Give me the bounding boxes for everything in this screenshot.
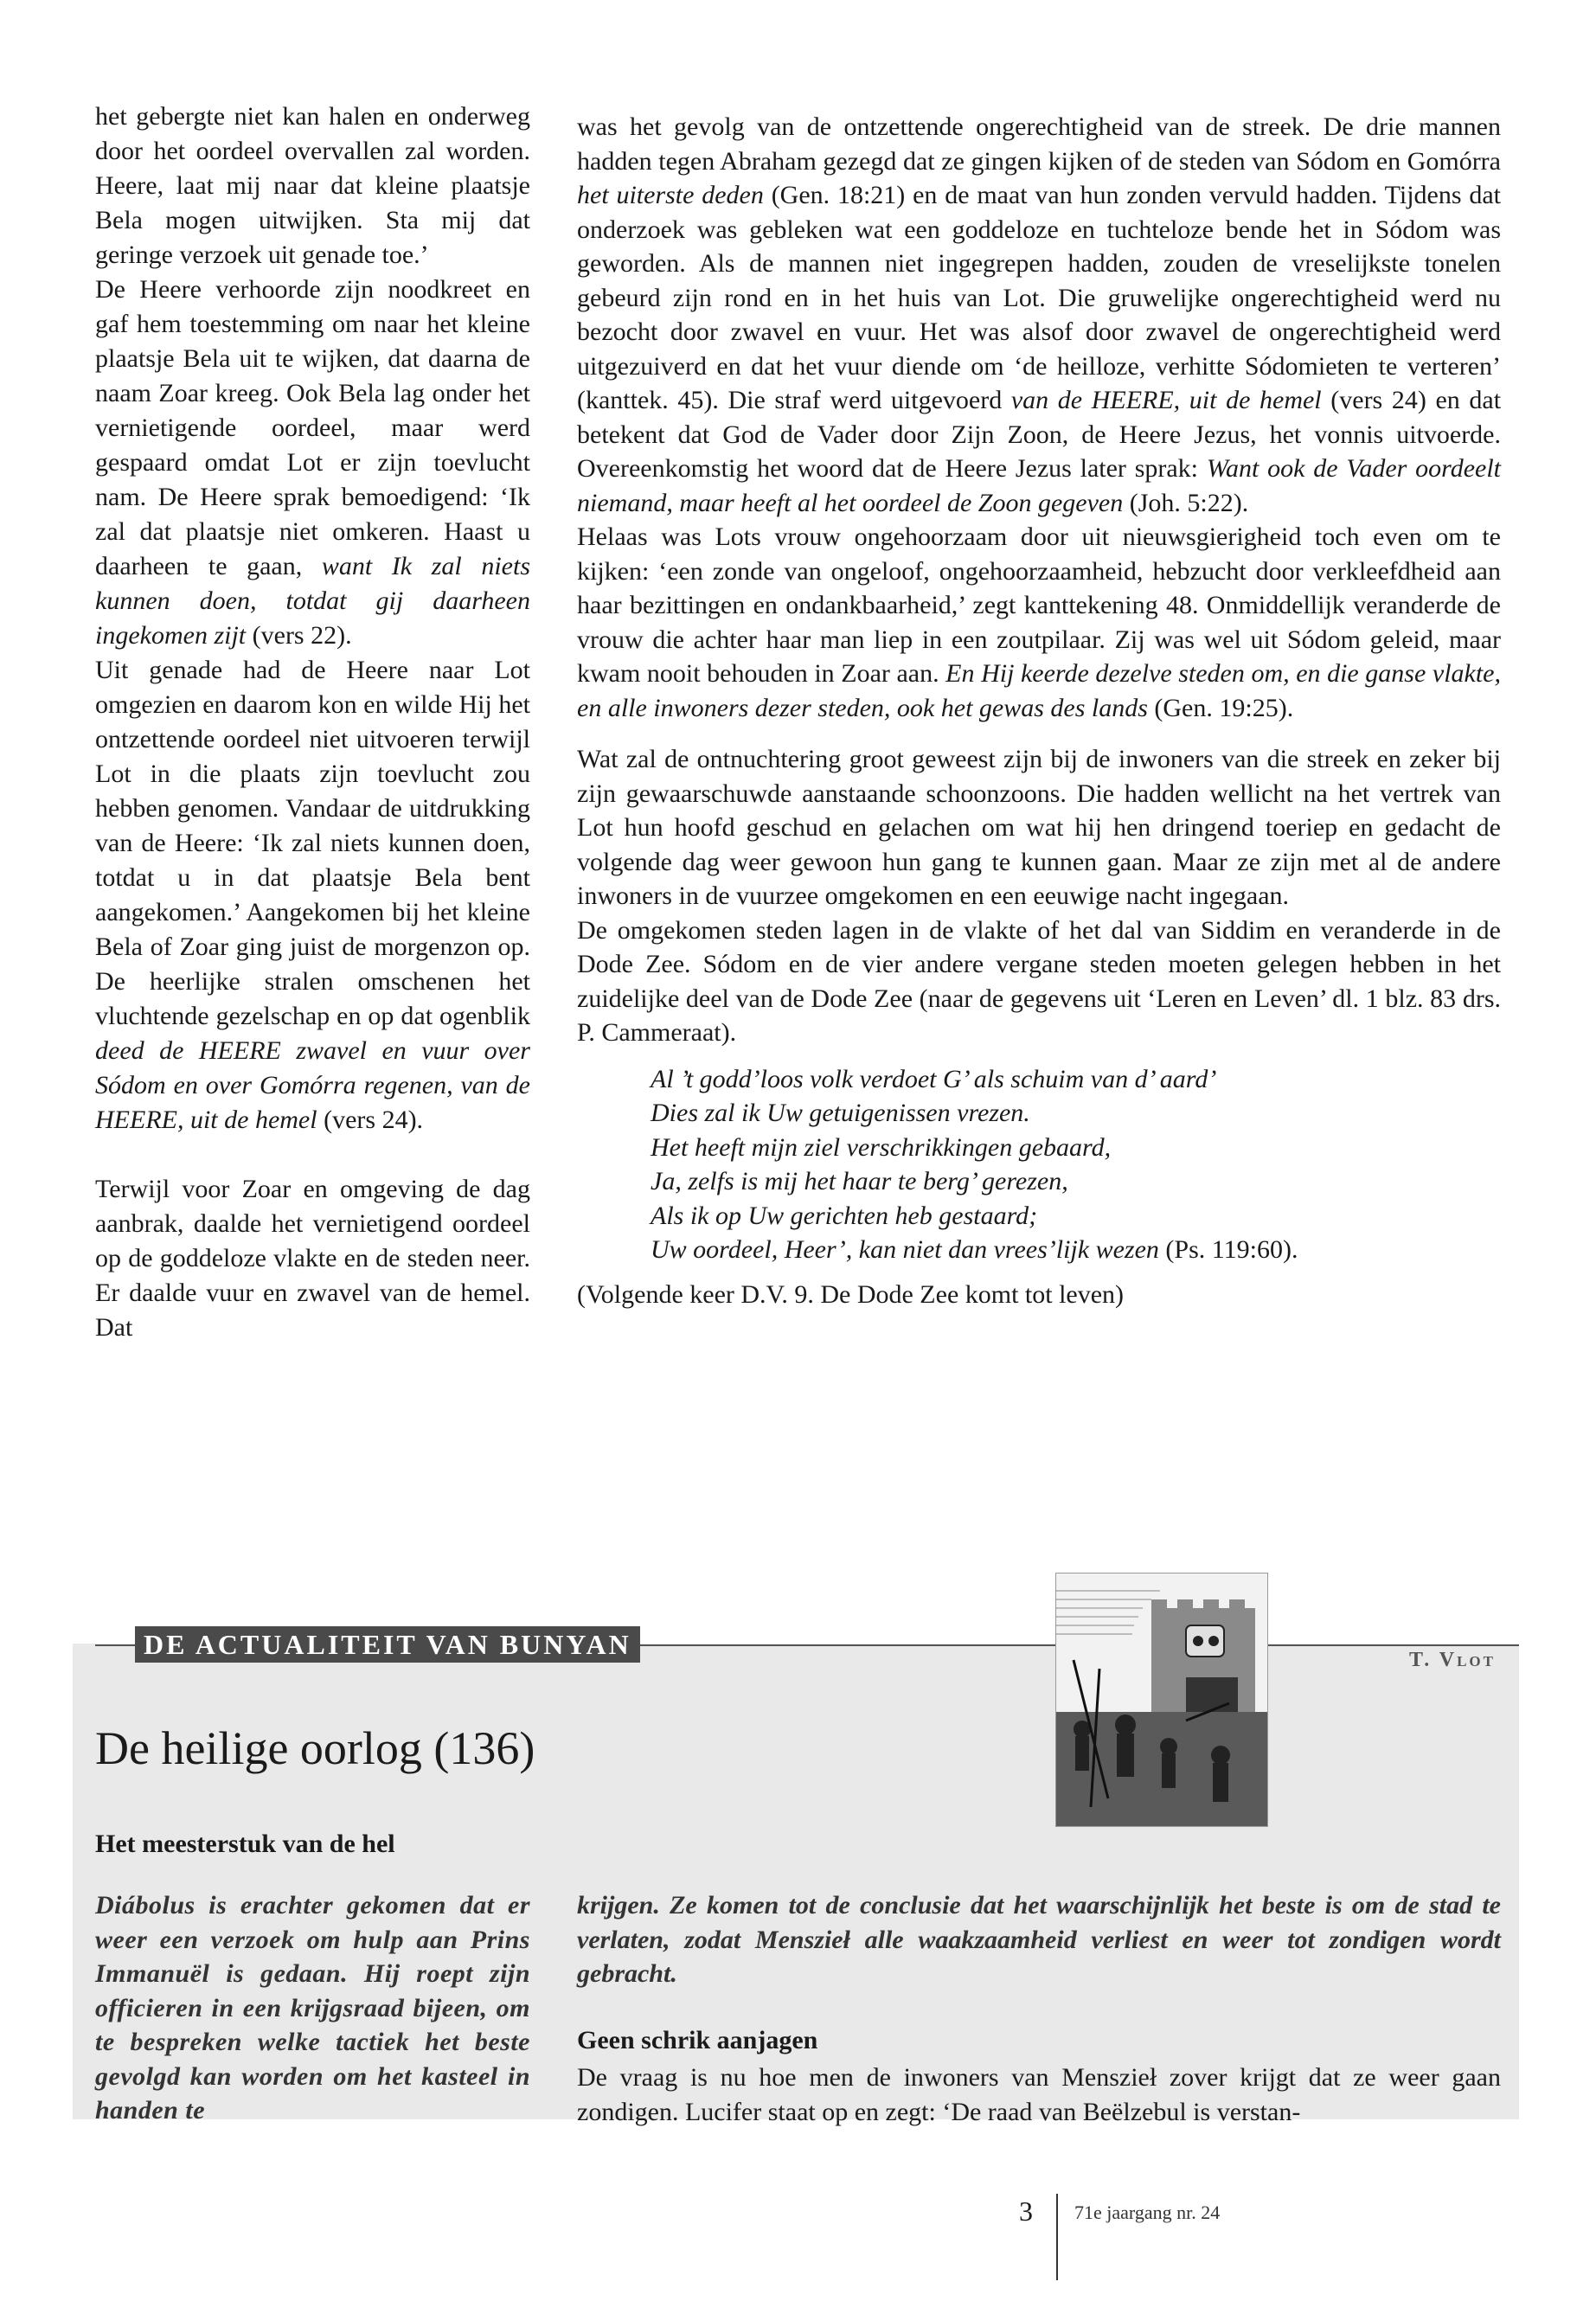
footer-divider [1056,2194,1058,2280]
article-subheading: Het meesterstuk van de hel [95,1830,395,1858]
poem-line: Ja, zelfs is mij het haar te berg’ gerezen, [651,1167,1068,1195]
right-paragraph-3: Wat zal de ontnuchtering groot geweest zijn bij de inwoners van die streek en zeker bij zijn gewaarschuwde aanstaande schoonzoons. Die hadden wellicht na het vertrek van Lot hun hoofd geschud en gelachen om wat hij hen dringend toeriep en gedacht de volgende dag weer gewoon hun gang te kunnen gaan. Maar ze zijn met al de andere inwoners in de vuurzee omgekomen en een eeuwige nacht ingegaan. [577,745,1501,910]
psalm-verse [651,1062,1501,1267]
left-column [95,99,530,1345]
left-paragraph-2: De Heere verhoorde zijn noodkreet en gaf hem toestemming om naar het kleine plaatsje Bela uit te wijken, dat daarna de naam Zoar kreeg. Ook Bela lag onder het vernietigende oordeel, maar werd gespaard omdat Lot er zijn toevlucht nam. De Heere sprak bemoedigend: ‘Ik zal dat plaatsje niet omkeren. Haast u daarheen te gaan, want Ik zal niets kunnen doen, totdat gij daarheen ingekomen zijt (vers 22). [95,275,530,650]
poem-line: Dies zal ik Uw getuigenissen vrezen. [651,1099,1030,1127]
article-intro-left: Diábolus is erachter gekomen dat er weer een verzoek om hulp aan Prins Immanuël is gedaan. Hij roept zijn officieren in een krijgsraad bijeen, om te bespreken welke tactiek het beste gevolgd kan worden om het kasteel in handen te [95,1891,530,2125]
article-intro-right: krijgen. Ze komen tot de conclusie dat het waarschijnlijk het beste is om de stad te verlaten, zodat Menszieł alle waakzaamheid verliest en weer tot zondigen wordt gebracht. [577,1891,1501,1988]
right-paragraph-1: was het gevolg van de ontzettende ongerechtigheid van de streek. De drie mannen hadden tegen Abraham gezegd dat ze gingen kijken of de steden van Sódom en Gomórra het uiterste deden (Gen. 18:21) en de maat van hun zonden vervuld hadden. Tijdens dat onderzoek was gebleken wat een goddeloze en tuchteloze bende het in Sódom was geworden. Als de mannen niet ingegrepen hadden, zouden de vreselijkste tonelen gebeurd zijn rond en in het huis van Lot. Die gruwelijke ongerechtigheid werd nu bezocht door zwavel en vuur. Het was alsof door zwavel de ongerechtigheid werd uitgezuiverd en dat het vuur diende om ‘de heilloze, verhitte Sódomieten te verteren’ (kanttek. 45). Die straf werd uitgevoerd van de HEERE, uit de hemel (vers 24) en dat betekent dat God de Vader door Zijn Zoon, de Heere Jezus, het vonnis uitvoerde. Overeenkomstig het woord dat de Heere Jezus later sprak: Want ook de Vader oordeelt niemand, maar heeft al het oordeel de Zoon gegeven (Joh. 5:22). [577,112,1502,517]
author-name: T. Vlot [1408,1649,1496,1671]
right-paragraph-4: De omgekomen steden lagen in de vlakte of het dal van Siddim en veranderde in de Dode Zee. Sódom en de vier andere vergane steden moeten gelegen hebben in het zuidelijke deel van de Dode Zee (naar de gegevens uit ‘Leren en Leven’ dl. 1 blz. 83 drs. P. Cammeraat). [577,915,1501,1047]
right-paragraph-2: Helaas was Lots vrouw ongehoorzaam door uit nieuwsgierigheid toch even om te kijken: ‘een zonde van ongeloof, ongehoorzaamheid, hebzucht door verkleefdheid aan haar bezittingen en ondankbaarheid,’ zegt kanttekening 48. Onmiddellijk veranderde de vrouw die achter haar man liep in een zoutpilaar. Zij was wel uit Sódom geleid, maar kwam nooit behouden in Zoar aan. En Hij keerde dezelve steden om, en die ganse vlakte, en alle inwoners dezer steden, ook het gewas des lands (Gen. 19:25). [577,522,1501,722]
section-label: DE ACTUALITEIT VAN BUNYAN [135,1626,640,1663]
bible-quote: deed de HEERE zwavel en vuur over Sódom en over Gomórra regenen, van de HEERE, uit de hemel [95,1036,530,1134]
article-subheading-2: Geen schrik aanjagen [577,2026,818,2054]
right-column [577,110,1501,1311]
left-paragraph-1: het gebergte niet kan halen en onderweg door het oordeel overvallen zal worden. Heere, laat mij naar dat kleine plaatsje Bela mogen uitwijken. Sta mij dat geringe verzoek uit genade toe.’ [95,102,530,269]
poem-line: Uw oordeel, Heer’, kan niet dan vrees’lijk wezen (Ps. 119:60). [651,1235,1298,1264]
page-number: 3 [1019,2195,1033,2227]
poem-line: Het heeft mijn ziel verschrikkingen gebaard, [651,1132,1112,1162]
article-title: De heilige oorlog (136) [95,1722,535,1774]
poem-line: Al ’t godd’loos volk verdoet G’ als schuim van d’ aard’ [651,1064,1217,1093]
next-episode-note: (Volgende keer D.V. 9. De Dode Zee komt tot leven) [577,1279,1125,1309]
issue-info: 71e jaargang nr. 24 [1074,2202,1221,2223]
bible-quote: want Ik zal niets kunnen doen, totdat gij daarheen ingekomen zijt [95,552,530,650]
left-paragraph-4: Terwijl voor Zoar en omgeving de dag aanbrak, daalde het vernietigend oordeel op de goddeloze vlakte en de steden neer. Er daalde vuur en zwavel van de hemel. Dat [95,1175,530,1342]
left-paragraph-3: Uit genade had de Heere naar Lot omgezien en daarom kon en wilde Hij het ontzettende oordeel niet uitvoeren terwijl Lot in die plaats zijn toevlucht zou hebben genomen. Vandaar de uitdrukking van de Heere: ‘Ik zal niets kunnen doen, totdat u in dat plaatsje Bela bent aangekomen.’ Aangekomen bij het kleine Bela of Zoar ging juist de morgenzon op. De heerlijke stralen omschenen het vluchtende gezelschap en op dat ogenblik deed de HEERE zwavel en vuur over Sódom en over Gomórra regenen, van de HEERE, uit de hemel (vers 24). [95,656,530,1134]
poem-line: Als ik op Uw gerichten heb gestaard; [651,1201,1038,1230]
article-body: De vraag is nu hoe men de inwoners van Menszieł zover krijgt dat ze weer gaan zondigen. Lucifer staat op en zegt: ‘De raad van Beëlzebul is verstan- [577,2063,1501,2126]
woodcut-illustration [1055,1573,1268,1827]
